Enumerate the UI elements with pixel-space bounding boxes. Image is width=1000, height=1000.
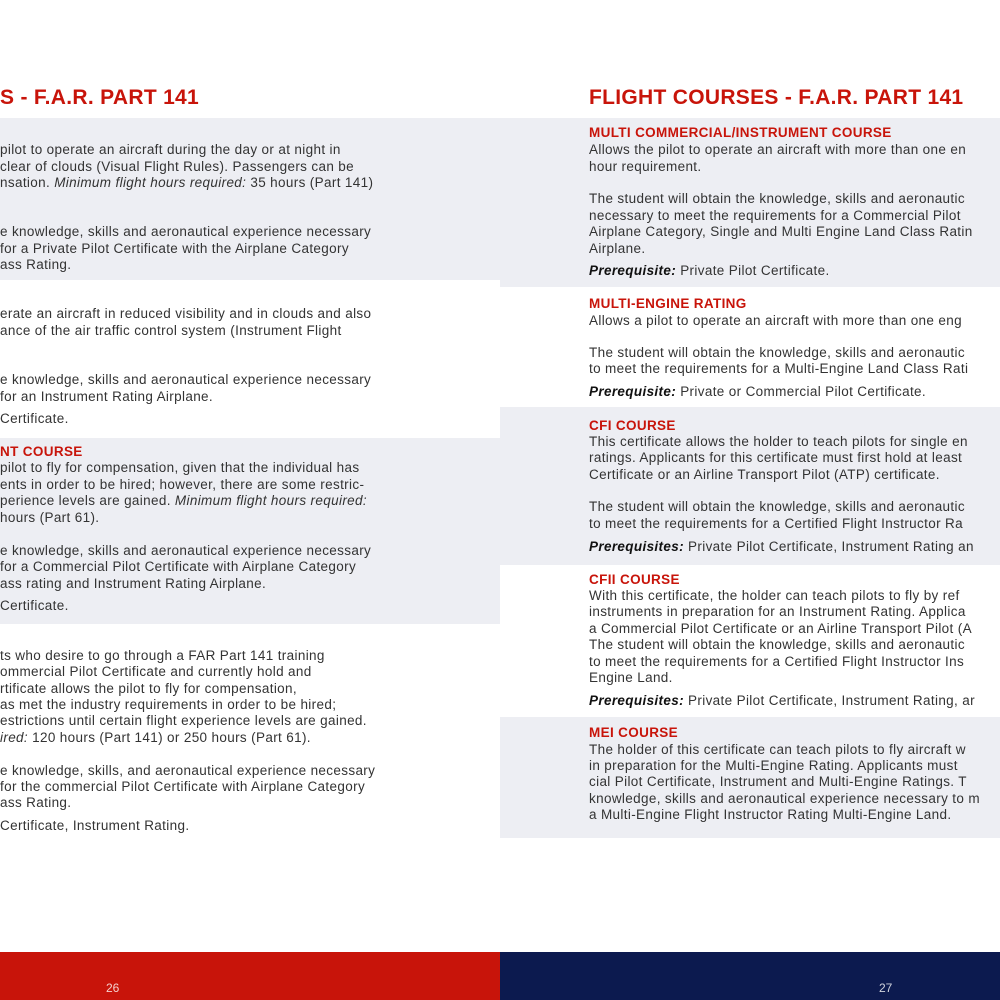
text-segment: The student will obtain the knowledge, skills and aeronautic	[589, 637, 965, 652]
text-line	[0, 241, 349, 257]
text-line	[0, 306, 371, 322]
text-line	[589, 807, 951, 823]
text-segment: ance of the air traffic control system (Instrument Flight	[0, 323, 342, 338]
text-segment: in preparation for the Multi-Engine Rating. Applicants must	[589, 758, 958, 773]
text-segment: With this certificate, the holder can teach pilots to fly by ref	[589, 588, 960, 603]
section-heading	[589, 418, 676, 434]
text-segment: This certificate allows the holder to teach pilots for single en	[589, 434, 968, 449]
text-segment: MULTI-ENGINE RATING	[589, 296, 747, 311]
text-segment: 120 hours (Part 141) or 250 hours (Part 61).	[28, 730, 311, 745]
text-line	[0, 559, 356, 575]
text-segment: NT COURSE	[0, 444, 83, 459]
text-segment: pilot to fly for compensation, given that the individual has	[0, 460, 360, 475]
text-segment: a Multi-Engine Flight Instructor Rating Multi-Engine Land.	[589, 807, 952, 822]
text-line	[589, 604, 966, 620]
prerequisite-label: Prerequisite:	[589, 384, 677, 399]
text-segment: e knowledge, skills and aeronautical experience necessary	[0, 372, 372, 387]
text-segment: Private Pilot Certificate.	[676, 263, 830, 278]
text-line	[0, 664, 312, 680]
text-line	[0, 372, 371, 388]
text-line	[589, 450, 962, 466]
section-heading	[589, 125, 892, 141]
text-segment: Airplane Category, Single and Multi Engine Land Class Ratin	[589, 224, 973, 239]
text-line	[589, 758, 958, 774]
text-line	[0, 477, 364, 493]
text-line	[589, 499, 965, 515]
text-line	[0, 323, 342, 339]
text-line	[589, 693, 975, 709]
text-line	[589, 263, 830, 279]
text-segment: for a Private Pilot Certificate with the Airplane Category	[0, 241, 349, 256]
text-segment: cial Pilot Certificate, Instrument and Multi-Engine Ratings. T	[589, 774, 967, 789]
text-line	[0, 795, 71, 811]
text-line	[0, 460, 359, 476]
right-page-number: 27	[879, 981, 893, 995]
text-line	[589, 516, 963, 532]
text-segment: for the commercial Pilot Certificate with Airplane Category	[0, 779, 366, 794]
text-segment: for an Instrument Rating Airplane.	[0, 389, 214, 404]
text-segment: The student will obtain the knowledge, skills and aeronautic	[589, 191, 965, 206]
text-segment: e knowledge, skills and aeronautical experience necessary	[0, 224, 372, 239]
text-segment: The student will obtain the knowledge, skills and aeronautic	[589, 499, 965, 514]
text-line	[589, 637, 965, 653]
text-line	[589, 208, 961, 224]
text-line	[0, 493, 367, 509]
emphasis-text: ired:	[0, 730, 29, 745]
text-line	[0, 697, 336, 713]
text-segment: Allows the pilot to operate an aircraft with more than one en	[589, 142, 967, 157]
text-line	[589, 434, 968, 450]
text-segment: perience levels are gained.	[0, 493, 175, 508]
text-line	[0, 175, 373, 191]
text-segment: estrictions until certain flight experience levels are gained.	[0, 713, 367, 728]
text-segment: Private Pilot Certificate, Instrument Rating, ar	[683, 693, 975, 708]
prerequisite-label: Prerequisites:	[589, 539, 684, 554]
text-segment: pilot to operate an aircraft during the day or at night in	[0, 142, 341, 157]
text-segment: rtificate allows the pilot to fly for compensation,	[0, 681, 297, 696]
text-segment: ass Rating.	[0, 795, 72, 810]
text-segment: e knowledge, skills, and aeronautical experience necessary	[0, 763, 376, 778]
text-segment: hours (Part 61).	[0, 510, 100, 525]
text-segment: MULTI COMMERCIAL/INSTRUMENT COURSE	[589, 125, 892, 140]
text-line	[589, 774, 967, 790]
text-segment: for a Commercial Pilot Certificate with Airplane Category	[0, 559, 357, 574]
text-segment: clear of clouds (Visual Flight Rules). Passengers can be	[0, 159, 355, 174]
right-page-title: FLIGHT COURSES - F.A.R. PART 141	[589, 86, 964, 109]
text-segment: ratings. Applicants for this certificate must first hold at least	[589, 450, 963, 465]
text-segment: ass rating and Instrument Rating Airplane.	[0, 576, 267, 591]
text-line	[0, 598, 69, 614]
text-segment: erate an aircraft in reduced visibility and in clouds and also	[0, 306, 372, 321]
text-line	[589, 241, 645, 257]
text-line	[0, 730, 311, 746]
text-segment: CFII COURSE	[589, 572, 680, 587]
text-segment: Certificate or an Airline Transport Pilot (ATP) certificate.	[589, 467, 940, 482]
text-segment: ents in order to be hired; however, there are some restric-	[0, 477, 365, 492]
text-line	[589, 159, 702, 175]
text-segment: MEI COURSE	[589, 725, 679, 740]
text-segment: CFI COURSE	[589, 418, 676, 433]
text-segment: Engine Land.	[589, 670, 673, 685]
text-line	[589, 361, 968, 377]
text-line	[589, 191, 965, 207]
text-segment: as met the industry requirements in order to be hired;	[0, 697, 337, 712]
text-segment: Private or Commercial Pilot Certificate.	[676, 384, 927, 399]
text-segment: Airplane.	[589, 241, 646, 256]
text-line	[589, 345, 965, 361]
text-line	[589, 313, 962, 329]
text-segment: knowledge, skills and aeronautical experience necessary to m	[589, 791, 980, 806]
text-line	[589, 588, 960, 604]
text-line	[589, 742, 966, 758]
text-segment: Certificate.	[0, 598, 69, 613]
text-line	[0, 763, 375, 779]
emphasis-text: Minimum flight hours required:	[54, 175, 247, 190]
text-line	[0, 543, 371, 559]
text-line	[0, 510, 99, 526]
text-line	[589, 384, 926, 400]
text-segment: to meet the requirements for a Certified Flight Instructor Ins	[589, 654, 965, 669]
text-line	[589, 539, 974, 555]
left-page-number: 26	[106, 981, 120, 995]
text-segment: Private Pilot Certificate, Instrument Rating an	[683, 539, 974, 554]
text-line	[589, 791, 980, 807]
text-line	[589, 654, 964, 670]
section-heading	[589, 725, 678, 741]
prerequisite-label: Prerequisites:	[589, 693, 684, 708]
text-line	[589, 142, 966, 158]
left-page-title: S - F.A.R. PART 141	[0, 86, 200, 109]
text-line	[0, 411, 69, 427]
text-segment: The holder of this certificate can teach pilots to fly aircraft w	[589, 742, 966, 757]
text-line	[0, 224, 371, 240]
text-segment: necessary to meet the requirements for a Commercial Pilot	[589, 208, 961, 223]
text-line	[0, 681, 297, 697]
text-segment: 35 hours (Part 141)	[246, 175, 374, 190]
text-segment: nsation.	[0, 175, 55, 190]
text-segment: instruments in preparation for an Instrument Rating. Applica	[589, 604, 966, 619]
text-line	[0, 779, 365, 795]
text-segment: ommercial Pilot Certificate and currently hold and	[0, 664, 312, 679]
text-line	[0, 142, 341, 158]
text-line	[589, 670, 673, 686]
section-heading	[589, 296, 747, 312]
text-line	[589, 621, 972, 637]
text-line	[0, 159, 354, 175]
text-segment: Allows a pilot to operate an aircraft with more than one eng	[589, 313, 962, 328]
text-line	[0, 389, 213, 405]
text-segment: Certificate, Instrument Rating.	[0, 818, 190, 833]
text-segment: a Commercial Pilot Certificate or an Airline Transport Pilot (A	[589, 621, 972, 636]
section-heading	[0, 444, 83, 460]
text-line	[589, 467, 940, 483]
text-segment: The student will obtain the knowledge, skills and aeronautic	[589, 345, 965, 360]
text-segment: ts who desire to go through a FAR Part 141 training	[0, 648, 325, 663]
text-line	[0, 576, 266, 592]
text-line	[0, 648, 325, 664]
text-segment: to meet the requirements for a Multi-Engine Land Class Rati	[589, 361, 969, 376]
emphasis-text: Minimum flight hours required:	[174, 493, 367, 508]
text-segment: ass Rating.	[0, 257, 72, 272]
left-footer-bar	[0, 952, 500, 1000]
prerequisite-label: Prerequisite:	[589, 263, 677, 278]
text-line	[589, 224, 973, 240]
text-line	[0, 257, 71, 273]
text-line	[0, 713, 367, 729]
right-footer-bar	[500, 952, 1000, 1000]
text-segment: to meet the requirements for a Certified Flight Instructor Ra	[589, 516, 963, 531]
text-segment: hour requirement.	[589, 159, 702, 174]
section-heading	[589, 572, 680, 588]
text-segment: e knowledge, skills and aeronautical experience necessary	[0, 543, 372, 558]
text-line	[0, 818, 189, 834]
text-segment: Certificate.	[0, 411, 69, 426]
